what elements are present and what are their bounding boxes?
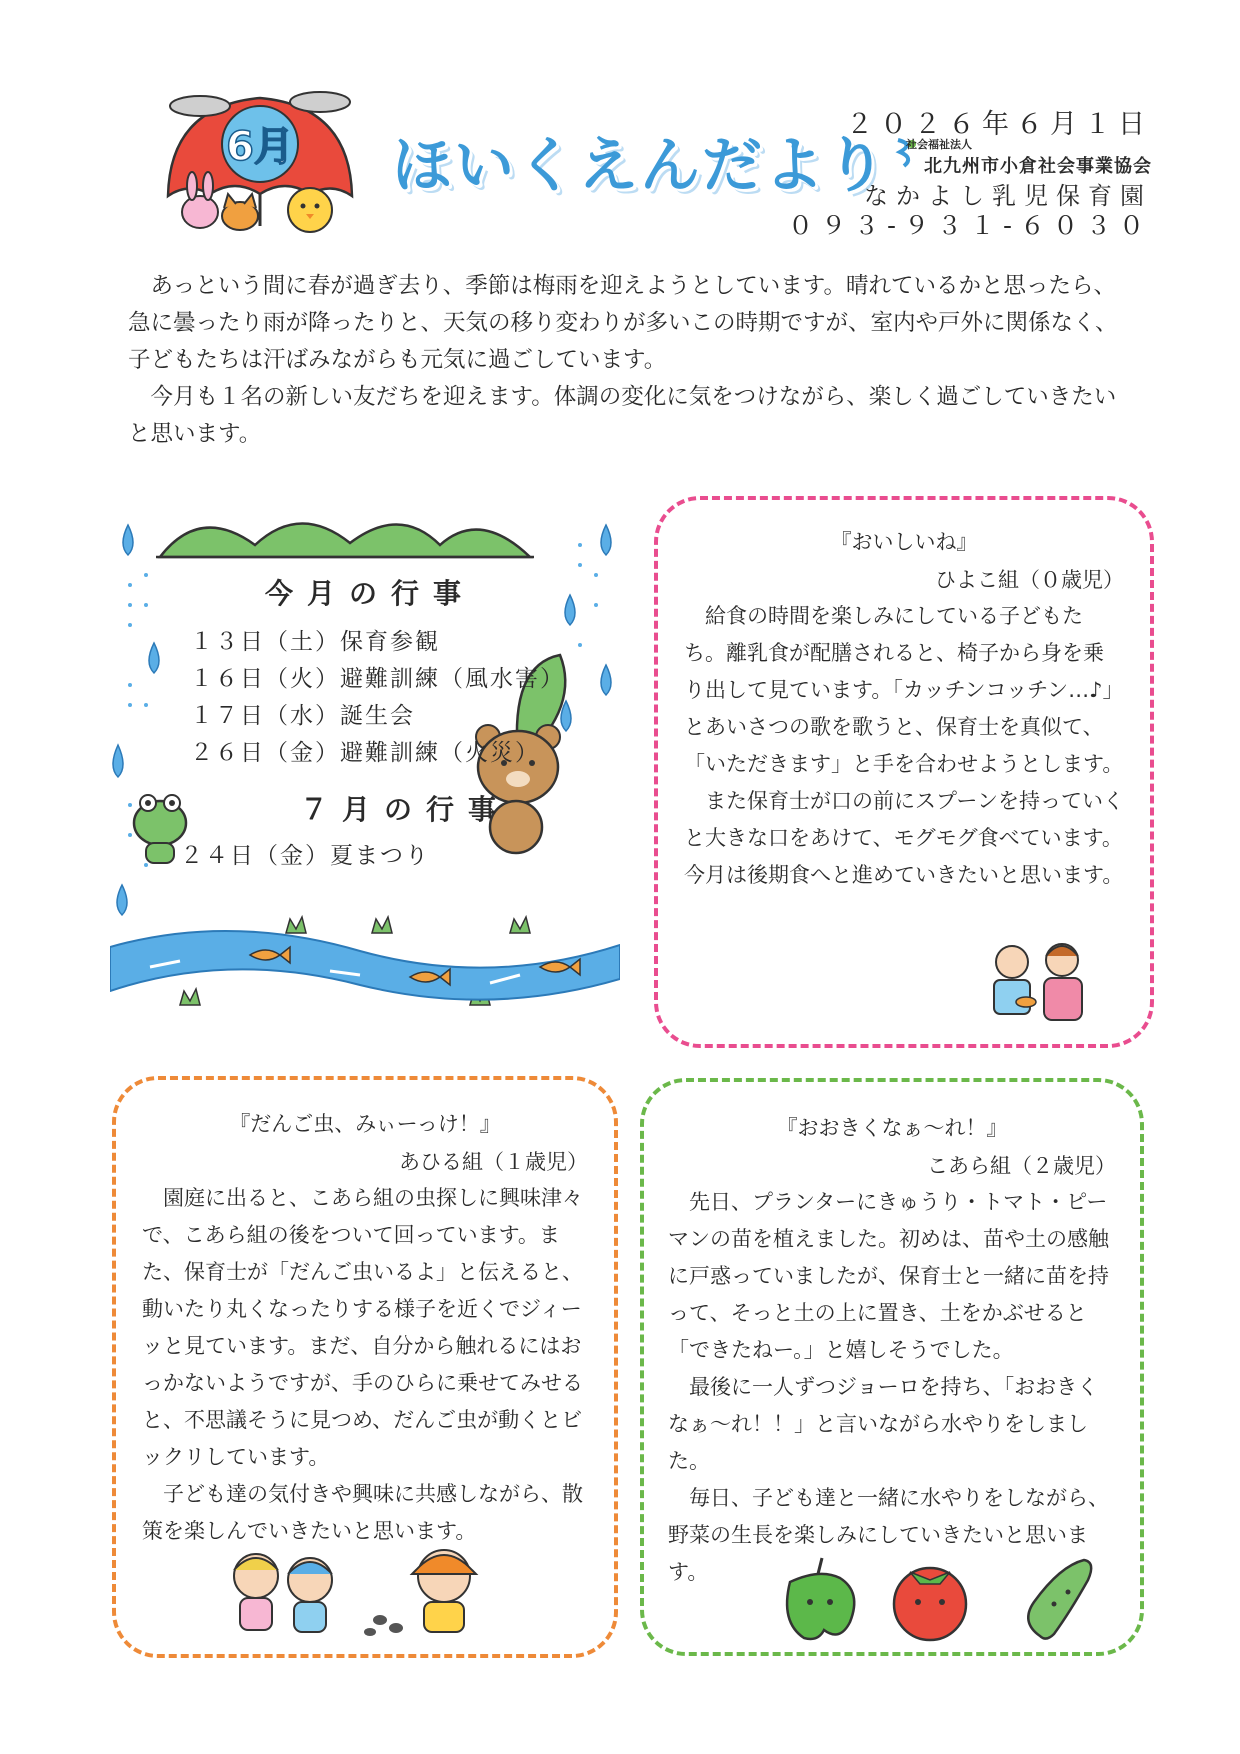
tomato-icon [894,1568,966,1640]
umbrella-month-illustration [160,86,360,236]
ahiru-paragraph: 園庭に出ると、こあら組の虫探しに興味津々で、こあら組の後をついて回っています。また、保育士が「だんご虫いるよ」と伝えると、動いたり丸くなったりする様子を近くでジィーッと見ています。まだ、自分から触れるにはおっかないようですが、手のひらに乗せてみせると、不思議そうに見つめ、だんご虫が動くとビックリしています。 [142,1186,583,1469]
cat-icon [222,194,258,230]
event-item: １６日（火）避難訓練（風水害） [190,666,565,692]
event-item: １３日（土）保育参観 [190,629,440,655]
bug-icon [364,1615,403,1636]
koala-paragraph: 先日、プランターにきゅうり・トマト・ピーマンの苗を植えました。初めは、苗や土の感触に戸惑っていましたが、保育士と一緒に苗を持って、そっと土の上に置き、土をかぶせると「できたねー。」と嬉しそうでした。 [668,1190,1109,1362]
koala-paragraph: 毎日、子ども達と一緒に水やりをしながら、野菜の生長を楽しみにしていきたいと思います。 [668,1486,1109,1584]
koala-paragraph: 最後に一人ずつジョーロを持ち、「おおきくなぁ～れ！！」と言いながら水やりをしました。 [668,1375,1099,1473]
ahiru-class: あひる組（１歳児） [399,1150,588,1174]
pepper-icon [787,1558,854,1639]
baby-feeding-icon [980,936,1090,1036]
hiyoko-class: ひよこ組（０歳児） [935,568,1124,592]
events-section [180,572,565,875]
koala-class: こあら組（２歳児） [927,1154,1116,1178]
issue-date: ２０２６年６月１日 [846,109,1152,140]
event-item: １７日（水）誕生会 [190,703,415,729]
cucumber-icon [1028,1560,1091,1639]
hiyoko-paragraph: 給食の時間を楽しみにしている子どもたち。離乳食が配膳されると、椅子から身を乗り出して見ています。「カッチンコッチン…♪」とあいさつの歌を歌うと、保育士を真似て、「いただきます」と手を合わせようとします。 [684,604,1124,776]
nursery-name: なかよし乳児保育園 [864,182,1152,210]
phone-number: ０９３-９３１-６０３０ [787,211,1152,240]
corp-name: 北九州市小倉社会事業協会 [924,156,1152,177]
this-month-events-title: 今月の行事 [264,577,475,610]
children-icon [220,1540,500,1640]
hills-icon [156,523,534,557]
next-month-events-title: ７月の行事 [299,793,510,826]
hiyoko-title: 『おいしいね』 [830,530,978,554]
ahiru-title: 『だんご虫、みぃーっけ！』 [229,1112,501,1136]
corp-type: 社会福祉法人 [906,138,972,151]
frog-icon [134,795,186,863]
chick-icon [288,188,332,232]
newsletter-title: ほいくえんだより [392,131,888,201]
event-item: ２４日（金）夏まつり [180,843,430,869]
koala-title: 『おおきくなぁ～れ！』 [776,1116,1008,1140]
ahiru-paragraph: 子ども達の気付きや興味に共感しながら、散策を楽しんでいきたいと思います。 [142,1482,583,1543]
event-item: ２６日（金）避難訓練（火災） [190,740,540,766]
month-badge: 6月 [226,124,294,170]
hiyoko-paragraph: また保育士が口の前にスプーンを持っていくと大きな口をあけて、モグモグ食べています。今月は後期食へと進めていきたいと思います。 [684,789,1124,887]
vegetables-illustration [770,1552,1110,1646]
intro-paragraph: あっという間に春が過ぎ去り、季節は梅雨を迎えようとしています。晴れているかと思ったら、急に曇ったり雨が降ったりと、天気の移り変わりが多いこの時期ですが、室内や戸外に関係なく、子どもたちは汗ばみながらも元気に過ごしています。 [128,273,1118,373]
intro-text [128,268,1138,453]
intro-paragraph: 今月も１名の新しい友だちを迎えます。体調の変化に気をつけながら、楽しく過ごしていきたいと思います。 [128,384,1117,447]
